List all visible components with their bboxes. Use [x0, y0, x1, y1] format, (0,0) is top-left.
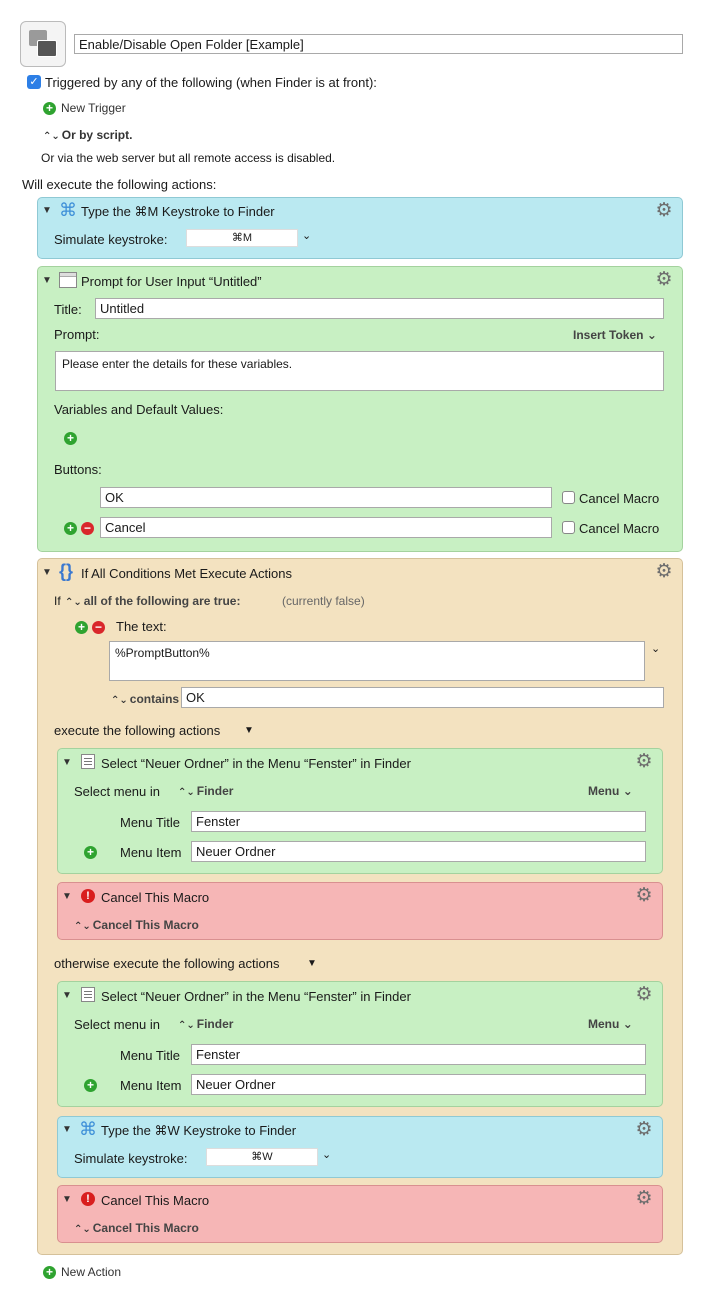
variables-label: Variables and Default Values:: [54, 402, 224, 417]
chevron-down-icon: ⌄: [622, 1017, 633, 1031]
action-title: Type the ⌘W Keystroke to Finder: [101, 1123, 297, 1138]
if-label: If: [54, 594, 61, 608]
keystroke-field[interactable]: ⌘M: [186, 229, 298, 247]
condition-status: (currently false): [282, 594, 365, 608]
action-title: Cancel This Macro: [101, 890, 210, 905]
action-title: If All Conditions Met Execute Actions: [81, 566, 292, 581]
chevron-down-icon[interactable]: ⌄: [302, 230, 312, 242]
action-type-keystroke-m[interactable]: [37, 197, 683, 259]
app-dropdown[interactable]: [178, 1017, 233, 1031]
simulate-keystroke-label: Simulate keystroke:: [74, 1151, 188, 1166]
cancel-option-label: Cancel This Macro: [92, 1221, 199, 1235]
action-title: Select “Neuer Ordner” in the Menu “Fenster” in Finder: [101, 989, 411, 1004]
command-key-icon: ⌘: [59, 200, 77, 220]
menu-dropdown-label: Menu: [588, 784, 620, 798]
cancel-macro-checkbox-1[interactable]: [562, 491, 575, 504]
insert-token-dropdown[interactable]: [573, 328, 657, 342]
disclosure-triangle-icon[interactable]: ▼: [62, 891, 72, 902]
condition-text-field[interactable]: %PromptButton%: [109, 641, 645, 681]
trigger-checkbox-label: Triggered by any of the following (when Finder is at front):: [45, 75, 377, 90]
updown-icon: ⌃⌄: [74, 921, 91, 932]
then-select-menu-action[interactable]: [57, 748, 663, 874]
menu-item-field[interactable]: Neuer Ordner: [191, 841, 646, 862]
then-label: execute the following actions: [54, 723, 221, 738]
else-label: otherwise execute the following actions: [54, 956, 280, 971]
add-button-plus-icon[interactable]: +: [64, 522, 77, 535]
cancel-macro-label: Cancel Macro: [579, 521, 660, 536]
disclosure-triangle-icon[interactable]: ▼: [42, 567, 52, 578]
remove-button-minus-icon[interactable]: −: [81, 522, 94, 535]
menu-item-label: Menu Item: [120, 845, 182, 860]
else-cancel-macro-action[interactable]: [57, 1185, 663, 1243]
new-trigger-button[interactable]: New Trigger: [61, 101, 126, 115]
disclosure-triangle-icon[interactable]: ▼: [62, 990, 72, 1001]
updown-icon: ⌃⌄: [43, 131, 60, 142]
cancel-option-label: Cancel This Macro: [92, 918, 199, 932]
select-menu-in-label: Select menu in: [74, 1017, 160, 1032]
else-dropdown-arrow-icon[interactable]: ▼: [307, 958, 317, 969]
menu-item-field[interactable]: Neuer Ordner: [191, 1074, 646, 1095]
stop-icon: !: [81, 1192, 95, 1206]
add-menu-item-plus-icon[interactable]: +: [84, 1079, 97, 1092]
menu-title-label: Menu Title: [120, 1048, 180, 1063]
updown-icon: ⌃⌄: [111, 695, 128, 706]
app-dropdown[interactable]: [178, 784, 233, 798]
else-type-keystroke-w[interactable]: [57, 1116, 663, 1178]
menu-dropdown-label: Menu: [588, 1017, 620, 1031]
action-title: Prompt for User Input “Untitled”: [81, 274, 262, 289]
updown-icon: ⌃⌄: [74, 1224, 91, 1235]
chevron-down-icon: ⌄: [622, 784, 633, 798]
add-condition-plus-icon[interactable]: +: [75, 621, 88, 634]
menu-title-field[interactable]: Fenster: [191, 1044, 646, 1065]
menu-title-field[interactable]: Fenster: [191, 811, 646, 832]
gear-icon[interactable]: ⚙: [635, 751, 653, 772]
disclosure-triangle-icon[interactable]: ▼: [62, 757, 72, 768]
insert-token-label: Insert Token: [573, 328, 644, 342]
updown-icon: ⌃⌄: [178, 787, 195, 798]
app-label: Finder: [196, 1017, 234, 1031]
operator-dropdown[interactable]: [111, 692, 179, 706]
trigger-checkbox[interactable]: ✓: [27, 75, 41, 89]
cancel-macro-checkbox-2[interactable]: [562, 521, 575, 534]
menu-icon: [81, 754, 95, 769]
menu-item-label: Menu Item: [120, 1078, 182, 1093]
chevron-down-icon: ⌄: [646, 328, 657, 342]
action-title: Type the ⌘M Keystroke to Finder: [81, 204, 275, 219]
condition-label: all of the following are true:: [83, 594, 241, 608]
menu-dropdown[interactable]: [588, 784, 633, 798]
prompt-text-area[interactable]: Please enter the details for these variables.: [55, 351, 664, 391]
stop-icon: !: [81, 889, 95, 903]
or-by-script-label: Or by script.: [61, 128, 133, 142]
add-variable-plus-icon[interactable]: +: [64, 432, 77, 445]
disclosure-triangle-icon[interactable]: ▼: [62, 1194, 72, 1205]
operator-label: contains: [129, 692, 180, 706]
menu-dropdown[interactable]: [588, 1017, 633, 1031]
action-prompt-user-input[interactable]: [37, 266, 683, 552]
new-trigger-plus-icon[interactable]: +: [43, 102, 56, 115]
remove-condition-minus-icon[interactable]: −: [92, 621, 105, 634]
command-key-icon: ⌘: [79, 1119, 97, 1139]
braces-icon: {}: [59, 561, 74, 581]
operand-field[interactable]: OK: [181, 687, 664, 708]
new-action-button[interactable]: New Action: [61, 1265, 122, 1279]
prompt-title-field[interactable]: Untitled: [95, 298, 664, 319]
cancel-option-dropdown[interactable]: [74, 1221, 199, 1235]
keystroke-field[interactable]: ⌘W: [206, 1148, 318, 1166]
will-execute-label: Will execute the following actions:: [22, 177, 217, 192]
gear-icon[interactable]: ⚙: [655, 561, 673, 582]
cancel-macro-label: Cancel Macro: [579, 491, 660, 506]
title-label: Title:: [54, 302, 82, 317]
disclosure-triangle-icon[interactable]: ▼: [42, 275, 52, 286]
gear-icon[interactable]: ⚙: [635, 984, 653, 1005]
or-by-script-toggle[interactable]: [43, 128, 132, 142]
macro-icon[interactable]: [20, 21, 66, 67]
add-menu-item-plus-icon[interactable]: +: [84, 846, 97, 859]
button2-field[interactable]: Cancel: [100, 517, 552, 538]
updown-icon: ⌃⌄: [178, 1020, 195, 1031]
then-cancel-macro-action[interactable]: [57, 882, 663, 940]
menu-title-label: Menu Title: [120, 815, 180, 830]
disclosure-triangle-icon[interactable]: ▼: [62, 1124, 72, 1135]
cancel-option-dropdown[interactable]: [74, 918, 199, 932]
gear-icon[interactable]: ⚙: [635, 1188, 653, 1209]
prompt-label: Prompt:: [54, 327, 100, 342]
window-icon: [59, 272, 77, 288]
chevron-down-icon[interactable]: ⌄: [651, 643, 661, 655]
else-select-menu-action[interactable]: [57, 981, 663, 1107]
new-action-plus-icon[interactable]: +: [43, 1266, 56, 1279]
menu-icon: [81, 987, 95, 1002]
condition-dropdown[interactable]: [65, 594, 240, 608]
action-title: Select “Neuer Ordner” in the Menu “Fenster” in Finder: [101, 756, 411, 771]
simulate-keystroke-label: Simulate keystroke:: [54, 232, 168, 247]
gear-icon[interactable]: ⚙: [635, 885, 653, 906]
chevron-down-icon[interactable]: ⌄: [322, 1149, 332, 1161]
macro-name-field[interactable]: Enable/Disable Open Folder [Example]: [74, 34, 683, 54]
button1-field[interactable]: OK: [100, 487, 552, 508]
updown-icon: ⌃⌄: [65, 597, 82, 608]
the-text-label: The text:: [116, 619, 167, 634]
select-menu-in-label: Select menu in: [74, 784, 160, 799]
gear-icon[interactable]: ⚙: [655, 269, 673, 290]
buttons-label: Buttons:: [54, 462, 102, 477]
web-server-note: Or via the web server but all remote access is disabled.: [41, 151, 336, 165]
then-dropdown-arrow-icon[interactable]: ▼: [244, 725, 254, 736]
app-label: Finder: [196, 784, 234, 798]
disclosure-triangle-icon[interactable]: ▼: [42, 205, 52, 216]
gear-icon[interactable]: ⚙: [635, 1119, 653, 1140]
gear-icon[interactable]: ⚙: [655, 200, 673, 221]
action-title: Cancel This Macro: [101, 1193, 210, 1208]
